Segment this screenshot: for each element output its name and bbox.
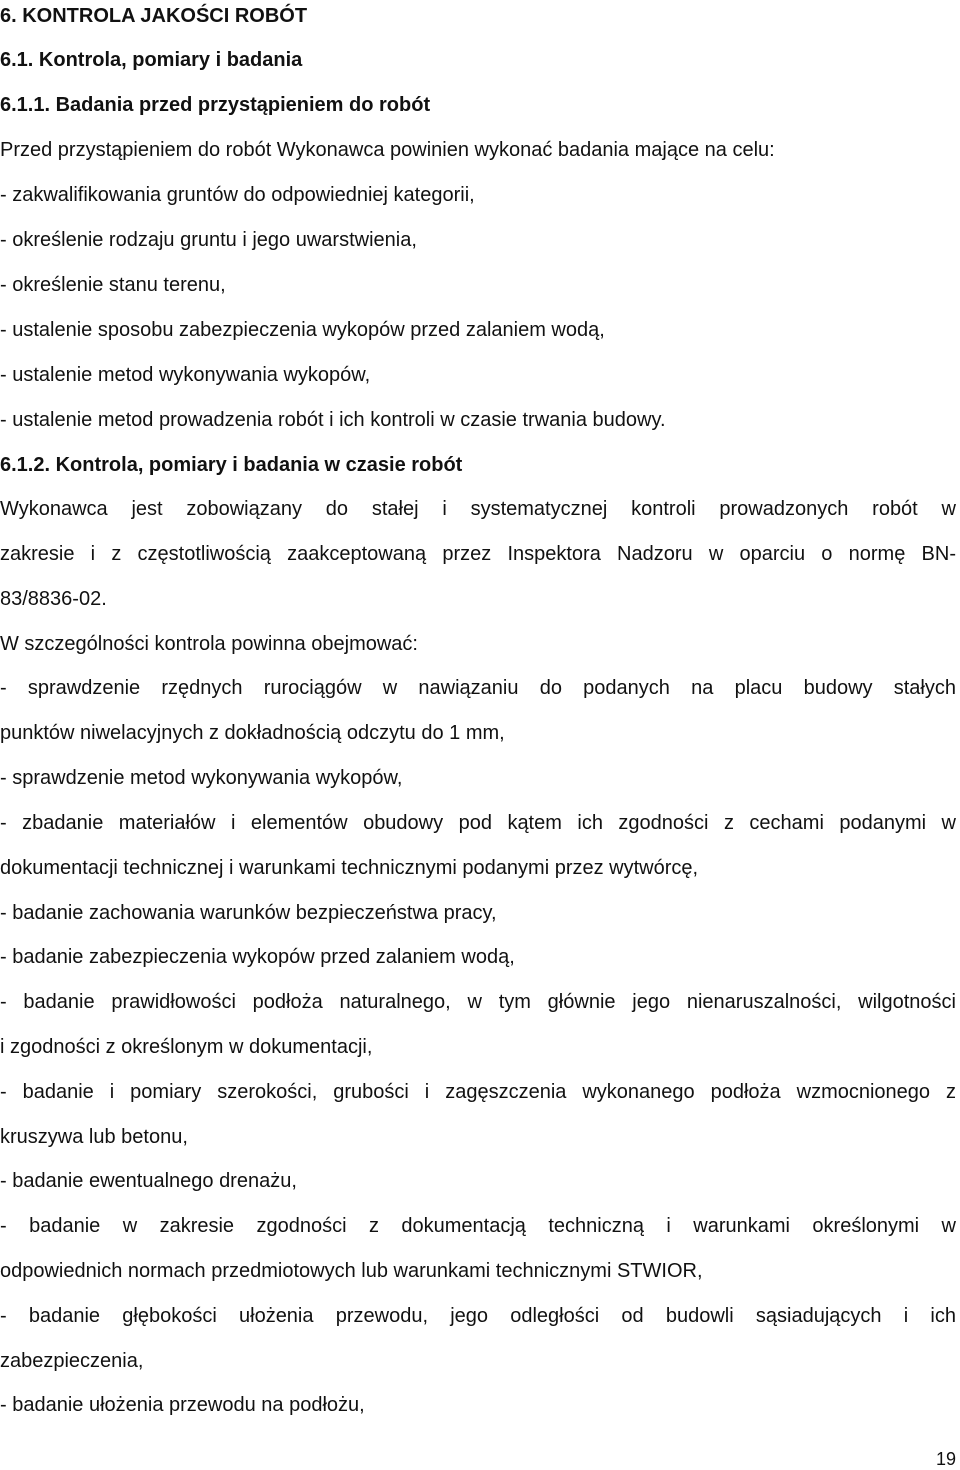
page-number: 19 <box>935 1449 956 1469</box>
list-item: - badanie w zakresie zgodności z dokumentacją techniczną i warunkami określonymi w <box>0 1215 956 1237</box>
list-item: - ustalenie metod prowadzenia robót i ich kontroli w czasie trwania budowy. <box>0 409 666 431</box>
list-item: - badanie zabezpieczenia wykopów przed zalaniem wodą, <box>0 946 515 968</box>
list-item: - badanie głębokości ułożenia przewodu, jego odległości od budowli sąsiadujących i ich <box>0 1305 956 1327</box>
section-heading: 6. KONTROLA JAKOŚCI ROBÓT <box>0 5 308 27</box>
list-item: kruszywa lub betonu, <box>0 1126 188 1148</box>
subsubsection-heading: 6.1.2. Kontrola, pomiary i badania w czasie robót <box>0 454 463 476</box>
list-item: - sprawdzenie rzędnych rurociągów w nawiązaniu do podanych na placu budowy stałych <box>0 677 956 699</box>
paragraph: W szczególności kontrola powinna obejmować: <box>0 633 418 655</box>
paragraph-line: 83/8836-02. <box>0 588 107 610</box>
list-item: zabezpieczenia, <box>0 1350 144 1372</box>
list-item: - badanie prawidłowości podłoża naturalnego, w tym głównie jego nienaruszalności, wilgotności <box>0 991 956 1013</box>
list-item: - sprawdzenie metod wykonywania wykopów, <box>0 767 403 789</box>
list-item: - ustalenie metod wykonywania wykopów, <box>0 364 371 386</box>
subsubsection-heading: 6.1.1. Badania przed przystąpieniem do robót <box>0 94 431 116</box>
paragraph-line: zakresie i z częstotliwością zaakceptowaną przez Inspektora Nadzoru w oparciu o normę BN- <box>0 543 956 565</box>
intro-paragraph: Przed przystąpieniem do robót Wykonawca powinien wykonać badania mające na celu: <box>0 139 775 161</box>
list-item: - badanie i pomiary szerokości, grubości i zagęszczenia wykonanego podłoża wzmocnionego z <box>0 1081 956 1103</box>
list-item: punktów niwelacyjnych z dokładnością odczytu do 1 mm, <box>0 722 505 744</box>
list-item: i zgodności z określonym w dokumentacji, <box>0 1036 373 1058</box>
list-item: - określenie stanu terenu, <box>0 274 226 296</box>
paragraph-line: Wykonawca jest zobowiązany do stałej i systematycznej kontroli prowadzonych robót w <box>0 498 956 520</box>
list-item: - zbadanie materiałów i elementów obudowy pod kątem ich zgodności z cechami podanymi w <box>0 812 956 834</box>
list-item: - zakwalifikowania gruntów do odpowiedniej kategorii, <box>0 184 475 206</box>
list-item: - badanie zachowania warunków bezpieczeństwa pracy, <box>0 902 497 924</box>
subsection-heading: 6.1. Kontrola, pomiary i badania <box>0 49 303 71</box>
list-item: odpowiednich normach przedmiotowych lub warunkami technicznymi STWIOR, <box>0 1260 703 1282</box>
list-item: - określenie rodzaju gruntu i jego uwarstwienia, <box>0 229 417 251</box>
list-item: - badanie ułożenia przewodu na podłożu, <box>0 1394 365 1416</box>
list-item: dokumentacji technicznej i warunkami technicznymi podanymi przez wytwórcę, <box>0 857 699 879</box>
list-item: - ustalenie sposobu zabezpieczenia wykopów przed zalaniem wodą, <box>0 319 605 341</box>
list-item: - badanie ewentualnego drenażu, <box>0 1170 297 1192</box>
